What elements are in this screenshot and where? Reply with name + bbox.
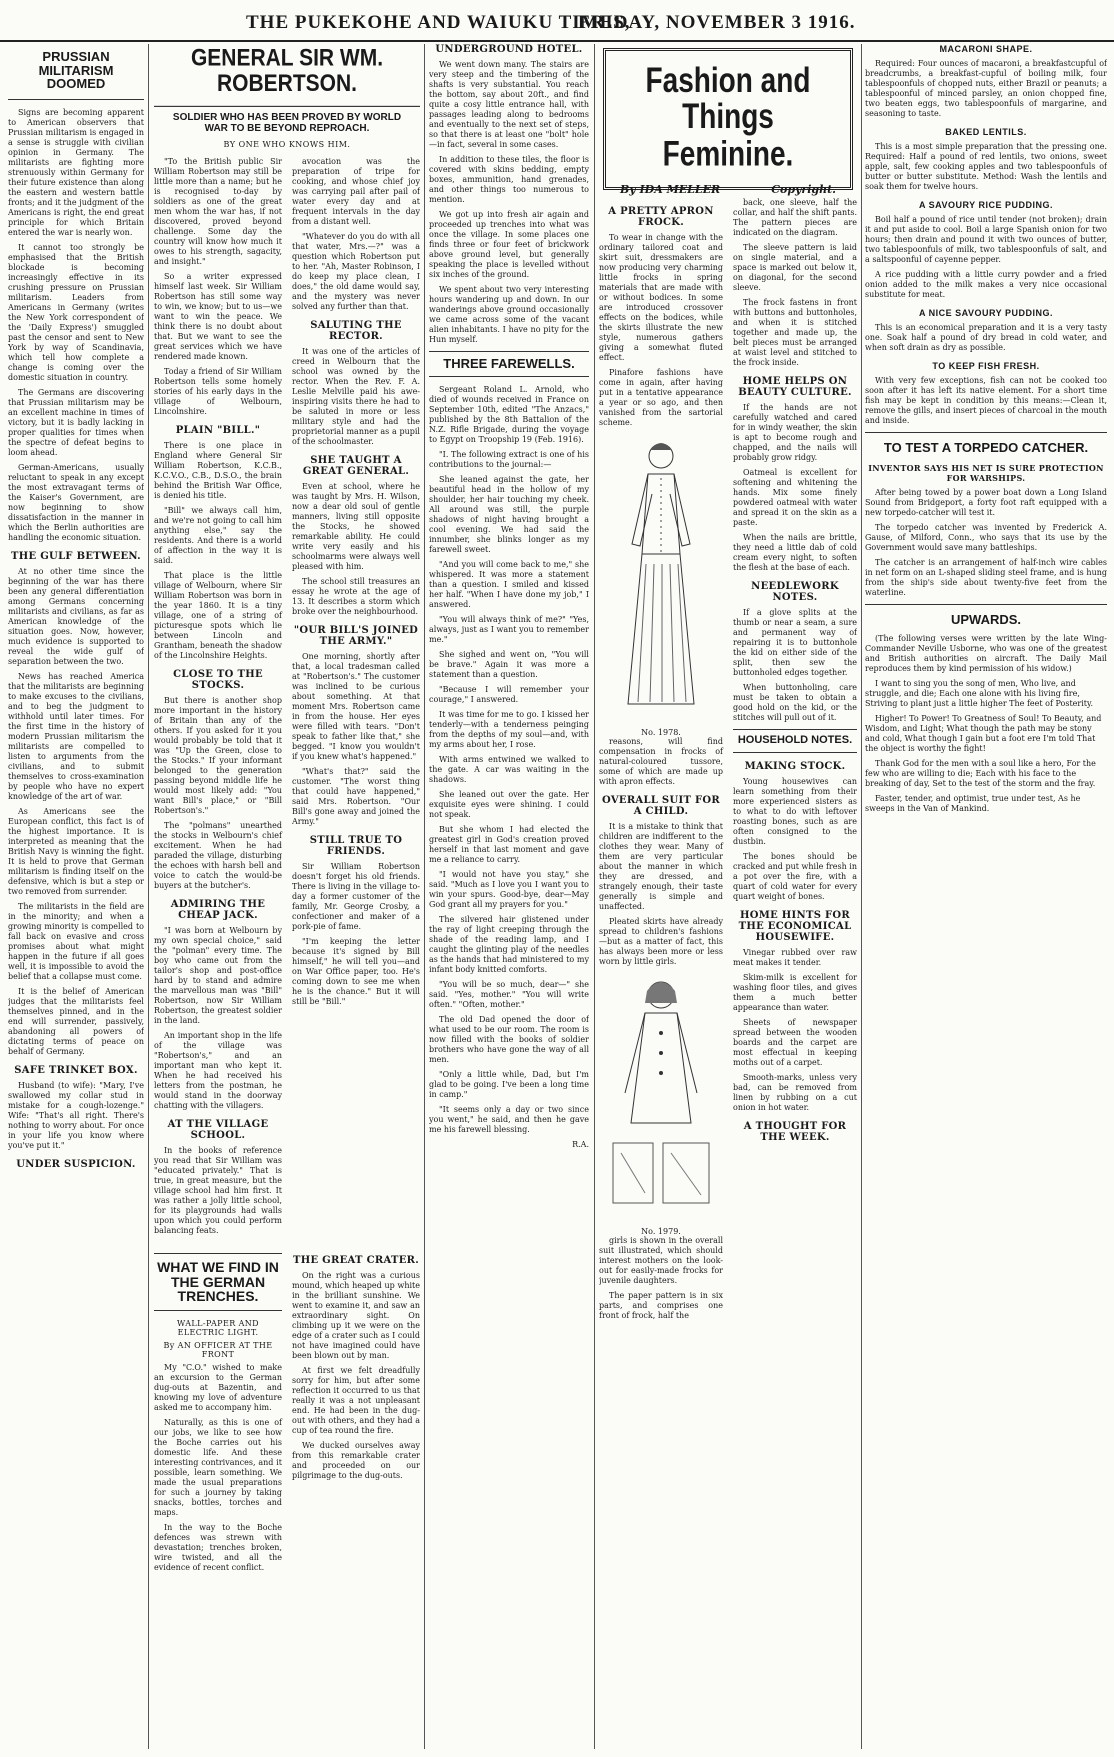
paragraph: If a glove splits at the thumb or near a seam, a sure and permanent way of repairing it is to buttonhole the kid on either side of the split, then sew the buttonholed edges together. xyxy=(733,608,857,677)
paragraph: Sir William Robertson doesn't forget his old friends. There is living in the village to-day a former customer of the family, Mr. George Crosby, a confectioner and maker of a pork-pie of fame. xyxy=(292,862,420,932)
paragraph: The militarists in the field are in the minority; and when a growing minority is compelled to fall back on evasive and cross promises about what might happen in the future if all goes well, it is impossible to avoid the belief that a collapse must come. xyxy=(8,901,144,981)
section-subhead: A PRETTY APRON FROCK. xyxy=(608,206,714,228)
column-rule xyxy=(148,44,149,1749)
paragraph: back, one sleeve, half the collar, and half the shift pants. The pattern pieces are indicated on the diagram. xyxy=(733,198,857,237)
paragraph: It was time for me to go. I kissed her tenderly—with a tenderness peinging from the depths of my soul—and, with my arms about her, I rose. xyxy=(429,709,589,749)
paragraph: Husband (to wife): "Mary, I've swallowed my collar stud in mistake for a cough-lozenge." Wife: "That's all right. There's nothing to worry about. For once in your life you know where you've put it." xyxy=(8,1080,144,1150)
figure-caption: No. 1978. xyxy=(641,728,681,737)
paragraph: This is a most simple preparation that the pressing one. Required: Half a pound of red lentils, two onions, sweet apple, salt, few cooking apples and two tablespoonfuls of butter or butter substitute. Method: Wash the lentils and soak them for twelve hours. xyxy=(865,142,1107,191)
section-subhead: A THOUGHT FOR THE WEEK. xyxy=(743,1120,847,1143)
paragraph: It is the belief of American judges that the militarists feel themselves pinned, and in the end will surrender, passively, abandoning all powers of dictating terms of peace on behalf of Germany. xyxy=(8,986,144,1056)
paragraph: girls is shown in the overall suit illustrated, which should interest mothers on the look-out for easily-made frocks for juvenile daughters. xyxy=(599,1236,723,1285)
paragraph: The catcher is an arrangement of half-inch wire cables in net form on an L-shaped sliding steel frame, and is hung from the ship's side about twenty-five feet from the waterline. xyxy=(865,557,1107,597)
paragraph: At first we felt dreadfully sorry for him, but after some reflection it occurred to us that really it was a not unpleasant end. He had been in the dug-out with others, and they had a cup of tea round the fire. xyxy=(292,1366,420,1436)
paragraph: "Whatever do you do with all that water, Mrs.—?" was a question which Robertson put to her. "Ah, Master Robinson, I do keep my place clean, I does," the old dame would say, and the mystery was never solved any further than that. xyxy=(292,232,420,312)
section-subhead: UNDERGROUND HOTEL. xyxy=(435,44,583,55)
paragraph: To wear in change with the ordinary tailored coat and skirt suit, dressmakers are now producing very charming little frocks in spring materials that are made with or without bodices. In some are introduced crossover effects on the bodices, while the skirts illustrate the new style, numerous gathers giving a somewhat fluted effect. xyxy=(599,233,723,362)
overall-suit-illustration xyxy=(601,973,721,1223)
paragraph: This is an economical preparation and it is a very tasty one. Soak half a pound of dry bread in cold water, and when soft drain as dry as possible. xyxy=(865,323,1107,352)
paragraph: It is a mistake to think that children are indifferent to the clothes they wear. Many of them are very particular about the manner in which they are dressed, and strangely enough, their taste generally is simple and unaffected. xyxy=(599,822,723,911)
paragraph: At no other time since the beginning of the war has there been any general differentiation among Germans concerning militarists and civilians, as far as American knowledge of the situation goes. Now, however, much evidence is supported to reveal the wide gulf of separation between the two. xyxy=(8,566,144,666)
section-title: Fashion and Things Feminine. xyxy=(645,60,811,173)
paragraph: The paper pattern is in six parts, and comprises one front of frock, half the xyxy=(599,1291,723,1320)
poem-stanza: Faster, tender, and optimist, true under test, As he sweeps in the Van of Mankind. xyxy=(865,794,1081,814)
paragraph: The bones should be cracked and put while fresh in a pot over the fire, with a quart of cold water for every quart weight of bones. xyxy=(733,851,857,901)
paragraph: Oatmeal is excellent for softening and whitening the hands. Mix some finely powdered oatmeal with water and spread it on the skin as a paste. xyxy=(733,468,857,527)
issue-date: FRIDAY, NOVEMBER 3 1916. xyxy=(578,12,856,33)
section-subhead: UNDER SUSPICION. xyxy=(16,1158,136,1170)
paragraph: In addition to these tiles, the floor is covered with skins bedding, empty boxes, ammunition, hand grenades, and other things too numerous to mention. xyxy=(429,155,589,204)
article-headline: PRUSSIAN MILITARISM DOOMED xyxy=(8,50,144,100)
article-headline: THREE FAREWELLS. xyxy=(429,351,589,377)
section-subhead: STILL TRUE TO FRIENDS. xyxy=(309,835,403,858)
paragraph: Pleated skirts have already spread to children's fashions—but as a matter of fact, this has always been more or less worn by little girls. xyxy=(599,917,723,966)
section-subhead: CLOSE TO THE STOCKS. xyxy=(173,669,263,692)
paragraph: Skim-milk is excellent for washing floor tiles, and gives them a much better appearance than water. xyxy=(733,972,857,1012)
paragraph: A rice pudding with a little curry powder and a fried onion added to the milk makes a very nice occasional substitute for meat. xyxy=(865,270,1107,299)
paragraph: In the books of reference you read that Sir William was "educated privately." That is true, in great measure, but the village school had him first. It was rather a jolly little school, for its playgrounds had walls upon which you could perform balancing feats. xyxy=(154,1146,282,1236)
paragraph: It cannot too strongly be emphasised that the British blockade is becoming increasingly effective in its crushing pressure on Prussian militarism. Leaders from Americans in Germany (writes the New York correspondent of the 'Daily Express') smuggled past the censor and sent to New York by way of Scandinavia, which tell how complete a change is coming over the domestic situation in country. xyxy=(8,242,144,382)
section-subhead: THE GULF BETWEEN. xyxy=(11,550,141,562)
figure-caption: No. 1979. xyxy=(641,1227,681,1236)
paragraph: The silvered hair glistened under the ray of light creeping through the shade of the reading lamp, and I caught the glinting play of the needles as the hands that had ministered to my infant body knitted comforts. xyxy=(429,914,589,974)
column-rule xyxy=(594,44,595,1749)
byline xyxy=(616,183,840,196)
paragraph: avocation was the preparation of tripe for cooking, and whose chief joy was carrying pail after pail of water every day and at frequent intervals in the day from a distant well. xyxy=(292,157,420,227)
paragraph: The sleeve pattern is laid on single material, and a space is marked out below it, on diagonal, for the second sleeve. xyxy=(733,243,857,292)
paragraph: When the nails are brittle, they need a little dab of cold cream every night, to soften the flesh at the base of each. xyxy=(733,533,857,572)
paragraph: The frock fastens in front with buttons and buttonholes, and when it is stitched together and made up, the belt pieces must be arranged at waist level and stitched to the frock inside. xyxy=(733,298,857,367)
paragraph: My "C.O." wished to make an excursion to the German dug-outs at Bazentin, and knowing my love of adventure asked me to accompany him. xyxy=(154,1363,282,1413)
paragraph: Required: Four ounces of macaroni, a breakfastcupful of breadcrumbs, a breakfast-cupful of boiling milk, four tablespoonfuls of chopped nuts, either Brazil or peanuts; a tablespoonful of minced parsley, an onion chopped fine, two beaten eggs, two tablespoonfuls of margarine, and seasoning to taste. xyxy=(865,59,1107,118)
section-subhead: BAKED LENTILS. xyxy=(945,127,1027,137)
paragraph: There is one place in England where General Sir William Robertson, K.C.B., K.C.V.O., C.B., D.S.O., the brain behind the British War Office, is denied his title. xyxy=(154,441,282,501)
paragraph: As Americans see the European conflict, this fact is of the highest importance. It is interpreted as meaning that the British Navy is winning the fight. It is held to prove that German militarism is finding itself on the defensive, which is but a step or two removed from surrender. xyxy=(8,806,144,896)
paragraph: "Bill" we always call him, and we're not going to call him anything else," say the residents. And there is a world of affection in the way it is said. xyxy=(154,506,282,566)
paragraph: "I'm keeping the letter because it's signed by Bill himself," he will tell you—and on War Office paper, too. He's coming down to see me when he is the chance." But it will still be "Bill." xyxy=(292,937,420,1007)
section-headline: HOUSEHOLD NOTES. xyxy=(733,729,857,753)
paragraph: reasons, will find compensation in frocks of natural-coloured tussore, some of which are made up with apron effects. xyxy=(599,737,723,786)
paragraph: With arms entwined we walked to the gate. A car was waiting in the shadows. xyxy=(429,754,589,784)
paragraph: When buttonholing, care must be taken to obtain a good hold on the kid, or the stitches will pull out of it. xyxy=(733,683,857,722)
paragraph: "To the British public Sir William Robertson may still be little more than a name; but he is recognised to-day by soldiers as one of the great men whom the war has, if not discovered, proved beyond challenge. Some day the country will know how much it owes to his strength, sagacity, and insight." xyxy=(154,157,282,267)
paragraph: We went down many. The stairs are very steep and the timbering of the shafts is very substantial. You reach the bottom, say about 20ft., and find quite a cosy little entrance hall, with passages leading along to bedrooms and eventually to the next set of steps, so that there is at least one "bolt" hole—in fact, several in some cases. xyxy=(429,60,589,149)
section-subhead: MACARONI SHAPE. xyxy=(939,44,1033,54)
paragraph: She leaned out over the gate. Her exquisite eyes were shining. I could not speak. xyxy=(429,789,589,819)
article-headline: GENERAL SIR WM. ROBERTSON. xyxy=(154,46,420,107)
paragraph: Signs are becoming apparent to American observers that Prussian militarism is engaged in a sense is struggle with civilian opinion in Germany. The militarists are fighting more strenuously within Germany for their future existence than along the eastern and western battle fronts; and it the judgment of the Americans is right, the end great principle for which Britain entered the war is nearly won. xyxy=(8,107,144,237)
fashion-body xyxy=(599,198,857,1326)
paragraph: Vinegar rubbed over raw meat makes it tender. xyxy=(733,947,857,967)
column-underground-hotel xyxy=(429,44,589,1749)
section-subhead: A SAVOURY RICE PUDDING. xyxy=(918,200,1053,210)
paragraph: Boil half a pound of rice until tender (not broken); drain it and put aside to cool. Boil a large Spanish onion for two hours; then drain and pound it with two ounces of butter, two tablespoonfuls of milk, two tablespoonfuls of salt, and a saltspoonful of cayenne pepper. xyxy=(865,215,1107,264)
paragraph: After being towed by a power boat down a Long Island Sound from Bridgeport, a forty foot raft equipped with a new torpedo-catcher will test it. xyxy=(865,487,1107,517)
poem-stanza: Thank God for the men with a soul like a hero, For the few who are willing to die; Each with his face to the breaking of day, Set to the test of the storm and the fray. xyxy=(865,759,1096,789)
fashion-banner xyxy=(603,48,853,197)
two-column-body xyxy=(154,157,420,1241)
paragraph: We ducked ourselves away from this remarkable crater and proceeded on our pilgrimage to the dug-outs. xyxy=(292,1441,420,1481)
paragraph: Sergeant Roland L. Arnold, who died of wounds received in France on September 10th, edited "The Anzacs," published by the 8th Battalion of the N.Z. Rifle Brigade, during the voyage to Egypt on Troopship 19 (Feb. 1916). xyxy=(429,384,589,444)
paragraph: If the hands are not carefully watched and cared for in windy weather, the skin is apt to become rough and chapped, and the nails will probably grow ridgy. xyxy=(733,403,857,462)
section-subhead: "OUR BILL'S JOINED THE ARMY." xyxy=(293,625,419,648)
paragraph: "It seems only a day or two since you went," he said, and then he gave me his farewell blessing. xyxy=(429,1104,589,1134)
paragraph: That place is the little village of Welbourn, where Sir William Robertson was born in the year 1860. It is a tiny village, one of a string of picturesque spots which lie between Lincoln and Grantham, beneath the shadow of the Lincolnshire Heights. xyxy=(154,571,282,661)
section-subhead: AT THE VILLAGE SCHOOL. xyxy=(167,1119,269,1142)
paragraph: Naturally, as this is one of our jobs, we like to see how the Boche carries out his domestic life. And these interesting contrivances, and it possible, learn something. We made the usual preparations for such a journey by taking snacks, bottles, torches and maps. xyxy=(154,1418,282,1518)
section-subhead: OVERALL SUIT FOR A CHILD. xyxy=(602,795,720,817)
article-headline: UPWARDS. xyxy=(865,604,1107,627)
paragraph: Sheets of newspaper spread between the wooden boards and the carpet are most effectual in keeping moths out of a carpet. xyxy=(733,1017,857,1067)
paragraph: (The following verses were written by the late Wing-Commander Neville Usborne, who was one of the greatest and British authorities on aircraft. The Daily Mail reproduces them by kind permission of his widow.) xyxy=(865,634,1107,674)
paragraph: She leaned against the gate, her beautiful head in the hollow of my shoulder, her hair touching my cheek. All around was still, the purple shadows of night having brought a cool evening. We had said the innumber, she blinks longer as my farewell sweet. xyxy=(429,474,589,554)
column-rule xyxy=(861,44,862,1749)
column-rule xyxy=(424,44,425,1749)
newspaper-title: THE PUKEKOHE AND WAIUKU TIMES, xyxy=(246,12,631,33)
masthead xyxy=(0,6,1114,42)
paragraph: "You will be so much, dear—" she said. "Yes, mother." "You will write often." "Often, mother." xyxy=(429,979,589,1009)
paragraph: So a writer expressed himself last week. Sir William Robertson has still some way to win, we know; but to us—we want to win the peace. We think there is no doubt about that. But we want to see the great services which we have rendered made known. xyxy=(154,272,282,362)
paragraph: The Germans are discovering that Prussian militarism may be an excellent machine in times of victory, but it is badly lacking in proper qualities for times when the spectre of defeat begins to loom ahead. xyxy=(8,387,144,457)
trenches-article xyxy=(154,1247,420,1578)
apron-frock-illustration xyxy=(606,434,716,724)
paragraph: But she whom I had elected the greatest girl in God's creation proved herself in that last moment and gave me a reliance to carry. xyxy=(429,824,589,864)
paragraph: "You will always think of me?" "Yes, always, just as I want you to remember me." xyxy=(429,614,589,644)
poem-stanza: I want to sing you the song of men, Who live, and struggle, and die; Each one alone with his living fire, Striving to plant just a little higher The feet of Posterity. xyxy=(865,679,1093,709)
byline: By AN OFFICER AT THE FRONT xyxy=(163,1341,273,1360)
paragraph: Today a friend of Sir William Robertson tells some homely stories of his early days in the village of Welbourn, Lincolnshire. xyxy=(154,367,282,417)
paragraph: Pinafore fashions have come in again, after having put in a tentative appearance a year or so ago, and then vanished from the sartorial scheme. xyxy=(599,368,723,427)
section-subhead: PLAIN "BILL." xyxy=(175,425,261,437)
paragraph: "Only a little while, Dad, but I'm glad to be going. I've been a long time in camp." xyxy=(429,1069,589,1099)
section-subhead: WALL-PAPER AND ELECTRIC LIGHT. xyxy=(177,1319,259,1338)
column-recipes xyxy=(865,44,1107,1749)
paragraph: On the right was a curious mound, which heaped up white in the brilliant sunshine. We went to examine it, and saw an extraordinary sight. On climbing up it we were on the edge of a crater such as I could not have imagined could have been blown out by man. xyxy=(292,1271,420,1361)
paragraph: Even at school, where he was taught by Mrs. H. Wilson, now a dear old soul of gentle manners, living still opposite the Stocks, he showed remarkable ability. He could write very easily and his schoolmarms were always well pleased with him. xyxy=(292,482,420,572)
paragraph: Young housewives can learn something from their more experienced sisters as to what to do with leftover roasting bones, such as are often consigned to the dustbin. xyxy=(733,776,857,846)
paragraph: "I was born at Welbourn by my own special choice," said the "polman" every time. The boy who came out from the tailor's shop and post-office hard by to stand and admire the marvellous man was "Bill" Robertson, now Sir William Robertson, the greatest soldier in the land. xyxy=(154,926,282,1026)
paragraph: But there is another shop more important in the history of Britain than any of the others. If you asked for it you would probably be told that it was "Up the Green, close to the Stocks." If your informant belonged to the generation passing beyond middle life he would most likely add: "You want Bill's place," or "Bill Robertson's." xyxy=(154,696,282,816)
section-subhead: SAFE TRINKET BOX. xyxy=(14,1064,138,1076)
section-subhead: MAKING STOCK. xyxy=(744,760,846,772)
paragraph: The old Dad opened the door of what used to be our room. The room is now filled with the books of soldier brothers who have gone the way of all men. xyxy=(429,1014,589,1064)
paragraph: Smooth-marks, unless very bad, can be removed from linen by rubbing on a cut onion in hot water. xyxy=(733,1072,857,1112)
paragraph: An important shop in the life of the village was "Robertson's," and an important man who kept it. When he had received his letters from the postman, he would stand in the doorway chatting with the villagers. xyxy=(154,1031,282,1111)
byline: BY ONE WHO KNOWS HIM. xyxy=(223,140,351,150)
section-subhead: TO KEEP FISH FRESH. xyxy=(932,361,1040,371)
section-subhead: A NICE SAVOURY PUDDING. xyxy=(918,308,1053,318)
section-subhead: NEEDLEWORK NOTES. xyxy=(751,581,839,603)
paragraph: With very few exceptions, fish can not be cooked too soon after it has left its native element. For a short time fish may be kept in condition by this means:—Clean it, remove the gills, and insert pieces of charcoal in the mouth and inside. xyxy=(865,376,1107,425)
article-subheadline: SOLDIER WHO HAS BEEN PROVED BY WORLD WAR TO BE BEYOND REPROACH. xyxy=(172,112,402,134)
copyright: Copyright. xyxy=(771,183,836,197)
paragraph: "What's that?" said the customer. "The worst thing that could have happened," said Mrs. Robertson. "Our Bill's gone away and joined the Army." xyxy=(292,767,420,827)
signature: R.A. xyxy=(572,1139,589,1149)
column-fashion xyxy=(599,44,857,1749)
article-headline: WHAT WE FIND IN THE GERMAN TRENCHES. xyxy=(154,1253,282,1311)
paragraph: We spent about two very interesting hours wandering up and down. In our wanderings above ground occasionally we came across some of the vacant alien inhabitants. I have no pity for the Hun myself. xyxy=(429,285,589,344)
paragraph: The "polmans" unearthed the stocks in Welbourn's chief excitement. When he had paraded the village, disturbing the echoes with harsh bell and voice to catch the would-be buyers at the butcher's. xyxy=(154,821,282,891)
section-subhead: HOME HINTS FOR THE ECONOMICAL HOUSEWIFE. xyxy=(738,909,852,943)
section-subhead: SALUTING THE RECTOR. xyxy=(310,320,402,343)
section-subhead: ADMIRING THE CHEAP JACK. xyxy=(170,899,266,922)
paragraph: She sighed and went on, "You will be brave." Again it was more a statement than a question. xyxy=(429,649,589,679)
column-robertson xyxy=(154,44,420,1749)
article-headline: TO TEST A TORPEDO CATCHER. xyxy=(865,432,1107,455)
author: By IDA MELLER xyxy=(620,183,721,197)
paragraph: "Because I will remember your courage," I answered. xyxy=(429,684,589,704)
paragraph: "I. The following extract is one of his contributions to the journal:— xyxy=(429,449,589,469)
paragraph: In the way to the Boche defences was strewn with devastation; trenches broken, wire twisted, and all the evidence of recent conflict. xyxy=(154,1523,282,1573)
section-subhead: INVENTOR SAYS HIS NET IS SURE PROTECTION FOR WARSHIPS. xyxy=(868,462,1104,483)
paragraph: German-Americans, usually reluctant to speak in any except the most extravagant terms of the Kaiser's Government, are now beginning to show dissatisfaction in the manner in which the Berlin authorities are handling the economic situation. xyxy=(8,462,144,542)
section-subhead: SHE TAUGHT A GREAT GENERAL. xyxy=(302,455,410,478)
paragraph: News has reached America that the militarists are beginning to make excuses to the civilians, and to beg the judgment to withhold until later times. For the first time in the history of modern Prussian militarism the militarists are compelled to listen to arguments from the civilians, and to submit themselves to cross-examination by people who have no expert knowledge of the art of war. xyxy=(8,671,144,801)
section-subhead: THE GREAT CRATER. xyxy=(292,1255,420,1267)
poem-stanza: Higher! To Power! To Greatness of Soul! To Beauty, and Wisdom, and Light; What though the path may be stony and cold, What though I gain but a foot ere I'm told That the object is worthy the fight! xyxy=(865,714,1102,754)
column-prussian-militarism xyxy=(8,44,144,1749)
paragraph: "And you will come back to me," she whispered. It was more a statement than a question. I smiled and kissed her half. "When I have done my job," I answered. xyxy=(429,559,589,609)
paragraph: "I would not have you stay," she said. "Much as I love you I want you to win your spurs. Good-bye, dear—May God grant all my prayers for you." xyxy=(429,869,589,909)
section-subhead: HOME HELPS ON BEAUTY CULTURE. xyxy=(738,376,852,398)
paragraph: It was one of the articles of creed in Welbourn that the school was owned by the rector. When the Rev. F. A. Leslie Melville paid his awe-inspiring visits there he had to be saluted in more or less military style and had the proprietorial manner as a pupil of the schoolmaster. xyxy=(292,347,420,447)
paragraph: The torpedo catcher was invented by Frederick A. Gause, of Milford, Conn., who says that its use by the Government would save many battleships. xyxy=(865,522,1107,552)
paragraph: One morning, shortly after that, a local tradesman called at "Robertson's." The customer was inclined to be curious about something. At that moment Mrs. Robertson came in from the house. Her eyes were filled with tears. "Don't speak to father like that," she begged. "I know you wouldn't if you knew what's happened." xyxy=(292,652,420,762)
paragraph: The school still treasures an essay he wrote at the age of 13. It describes a storm which broke over the neighbourhood. xyxy=(292,577,420,617)
paragraph: We got up into fresh air again and proceeded up trenches into what was once the village. In some places one finds three or four feet of brickwork above ground level, but generally speaking the place is levelled without six inches of the ground. xyxy=(429,210,589,279)
